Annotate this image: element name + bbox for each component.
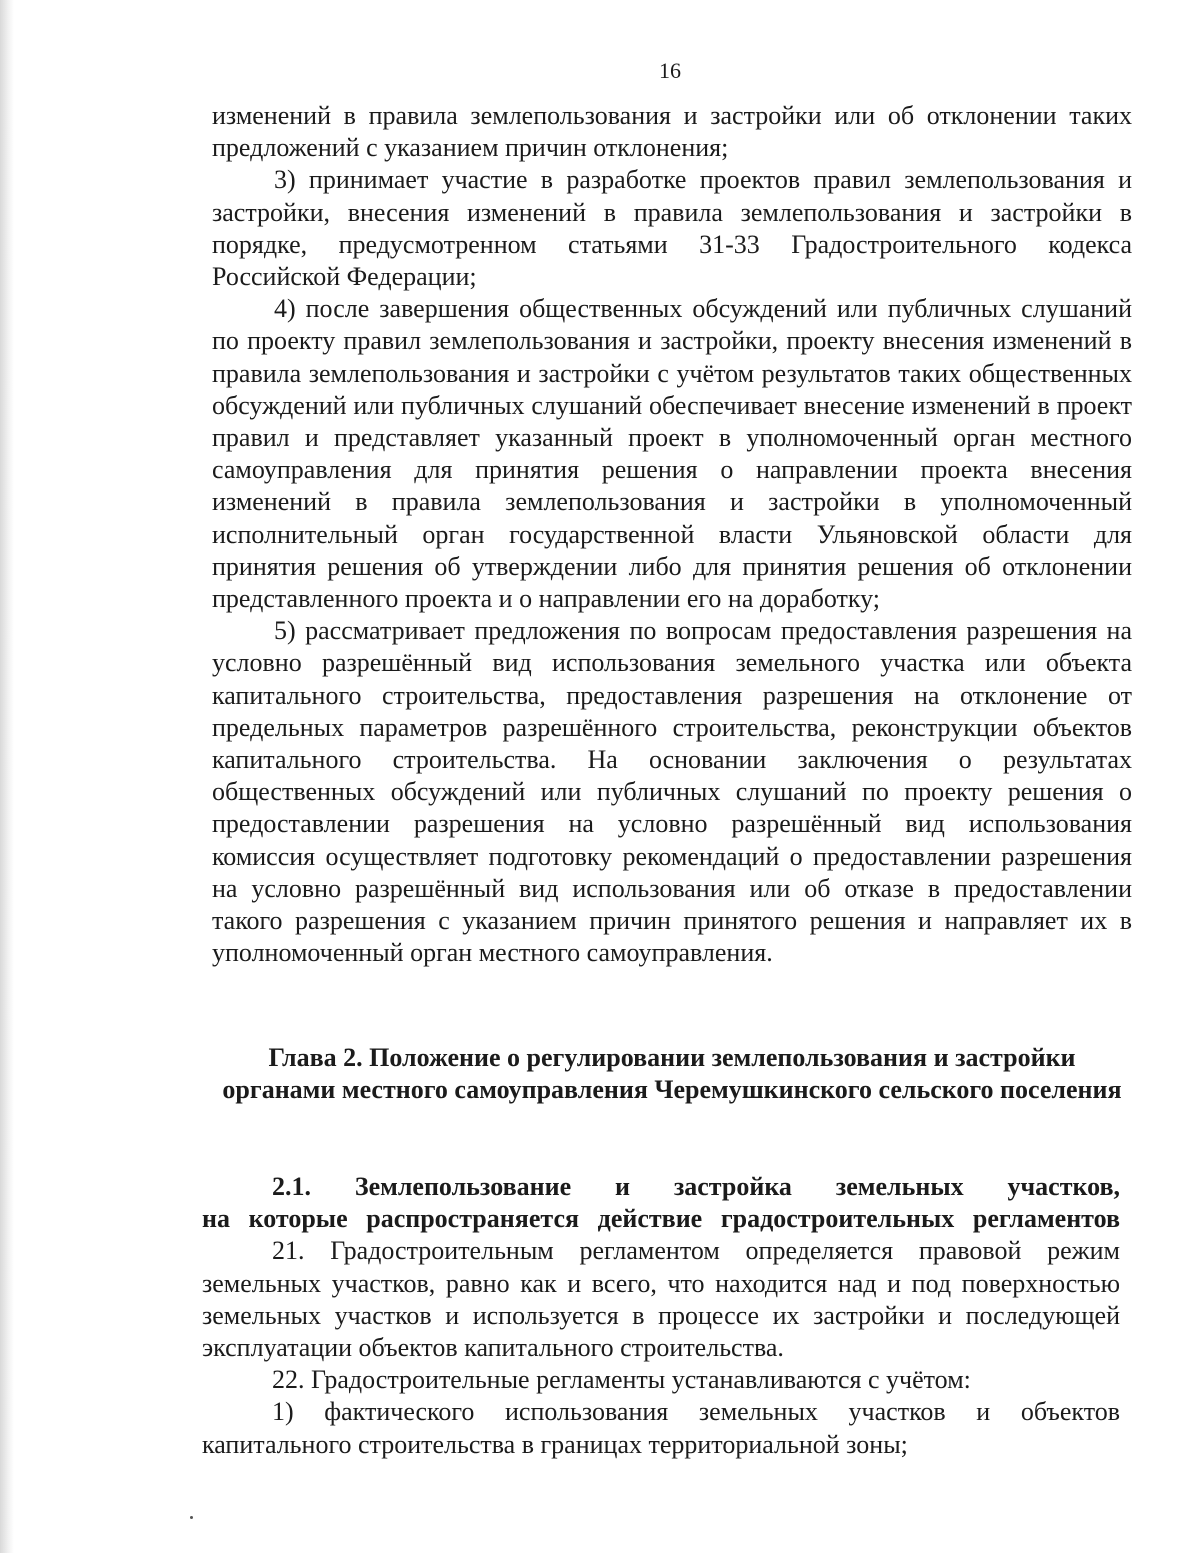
section-heading: [202, 1171, 1120, 1235]
page-number: 16: [659, 58, 681, 83]
section-heading-line-1: 2.1. Землепользование и застройка земельных участков,: [272, 1172, 1120, 1201]
paragraph-22: 22. Градостроительные регламенты устанавливаются с учётом:: [272, 1365, 971, 1395]
paragraph-22-item-1: 1) фактического использования земельных участков и объектов капитального строительства в границах территориальной зоны;: [202, 1397, 1120, 1459]
section-2-1: [202, 1171, 1120, 1461]
chapter-title: Глава 2. Положение о регулировании землепользования и застройки органами местного самоуправления Черемушкинского сельского поселения: [222, 1043, 1122, 1105]
scan-edge-shadow: [0, 0, 14, 1553]
paragraph-21: 21. Градостроительным регламентом определяется правовой режим земельных участков, равно как и всего, что находится над и под поверхностью земельных участков и используется в процессе их застройки и последующей эксплуатации объектов капитального строительства.: [202, 1236, 1120, 1363]
scan-speck: [190, 1516, 193, 1519]
section-heading-line-2: на которые распространяется действие градостроительных регламентов: [202, 1204, 1120, 1234]
paragraph-item-3: 3) принимает участие в разработке проектов правил землепользования и застройки, внесения изменений в правила землепользования и застройки в порядке, предусмотренном статьями 31-33 Градостроительного кодекса Российской Федерации;: [212, 165, 1132, 292]
paragraph-item-5: 5) рассматривает предложения по вопросам предоставления разрешения на условно разрешённый вид использования земельного участка или объекта капитального строительства, предоставления разрешения на отклонение от предельных параметров разрешённого строительства, реконструкции объектов капитального строительства. На основании заключения о результатах общественных обсуждений или публичных слушаний по проекту решения о предоставлении разрешения на условно разрешённый вид использования комиссия осуществляет подготовку рекомендаций о предоставлении разрешения на условно разрешённый вид использования или об отказе в предоставлении такого разрешения с указанием причин принятого решения и направляет их в уполномоченный орган местного самоуправления.: [212, 616, 1132, 968]
paragraph-continuation: изменений в правила землепользования и застройки или об отклонении таких предложений с указанием причин отклонения;: [212, 101, 1132, 163]
document-body: [212, 100, 1132, 969]
paragraph-item-4: 4) после завершения общественных обсуждений или публичных слушаний по проекту правил землепользования и застройки, проекту внесения изменений в правила землепользования и застройки с учётом результатов таких общественных обсуждений или публичных слушаний обеспечивает внесение изменений в проект правил и представляет указанный проект в уполномоченный орган местного самоуправления для принятия решения о направлении проекта внесения изменений в правила землепользования и застройки в уполномоченный исполнительный орган государственной власти Ульяновской области для принятия решения об утверждении либо для принятия решения об отклонении представленного проекта и о направлении его на доработку;: [212, 294, 1132, 614]
